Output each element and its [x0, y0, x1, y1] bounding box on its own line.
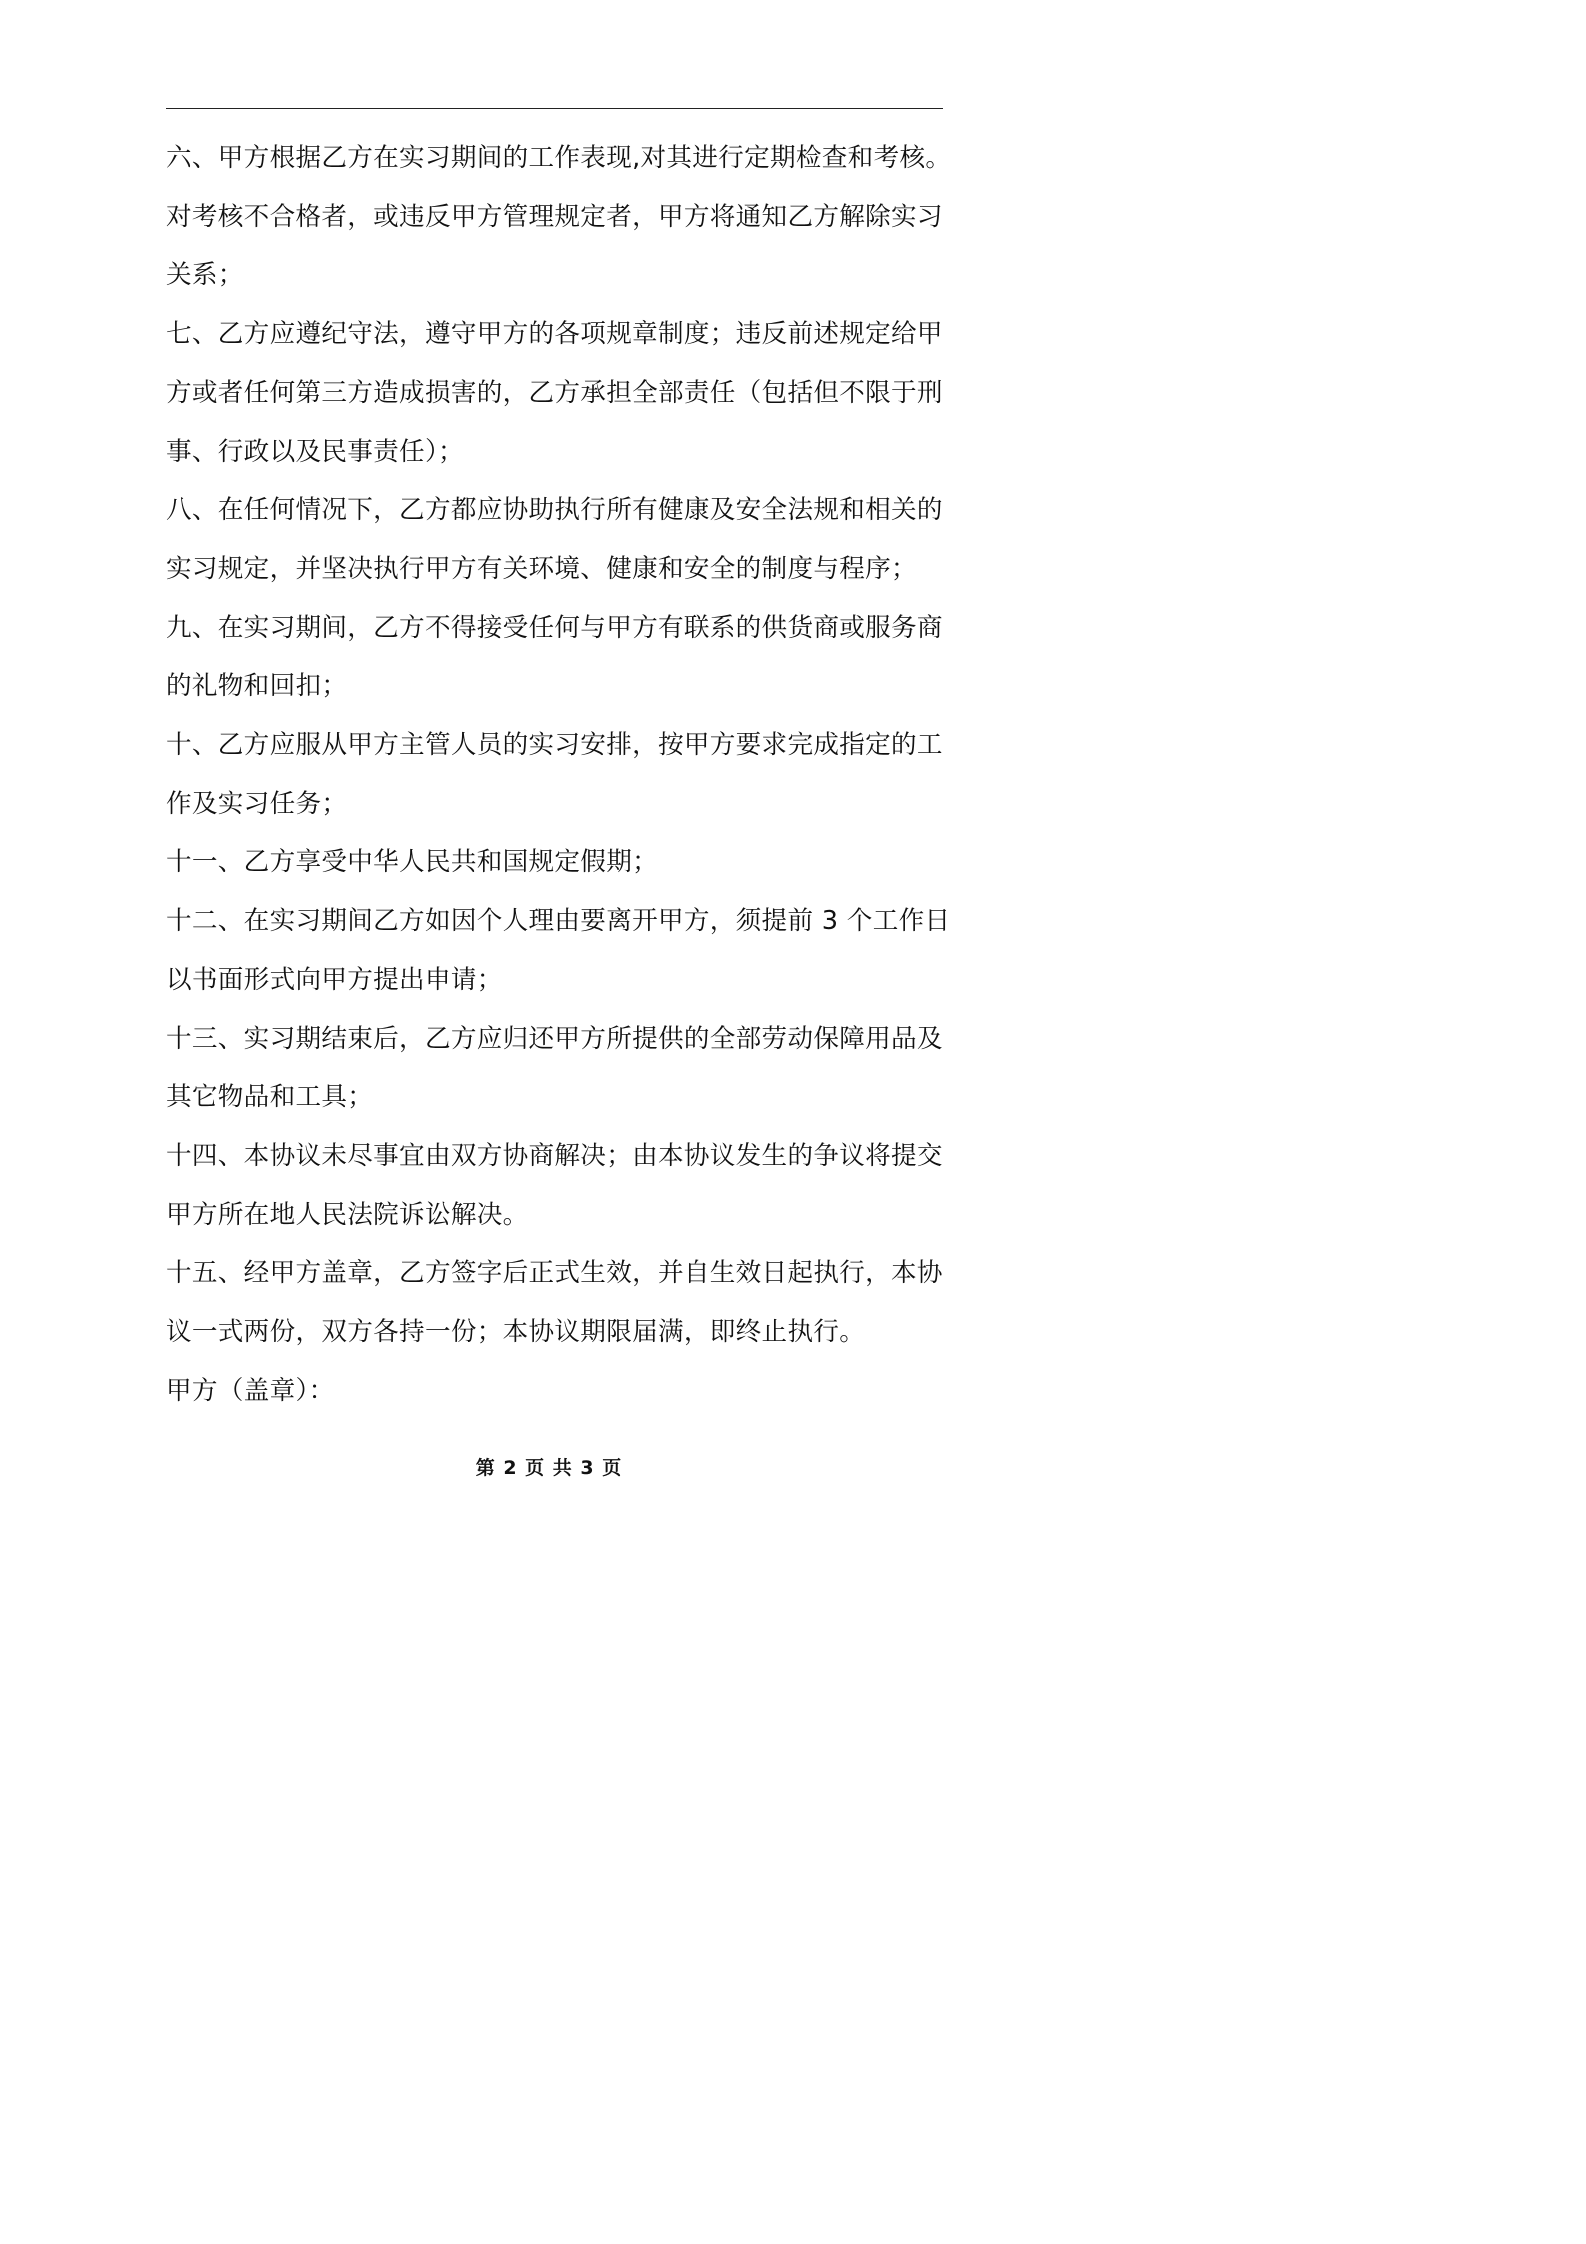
clause-14: 十四、本协议未尽事宜由双方协商解决；由本协议发生的争议将提交甲方所在地人民法院诉讼解决。	[166, 1140, 943, 1230]
clause-13: 十三、实习期结束后，乙方应归还甲方所提供的全部劳动保障用品及其它物品和工具；	[166, 1023, 943, 1113]
clause-10: 十、乙方应服从甲方主管人员的实习安排，按甲方要求完成指定的工作及实习任务；	[166, 730, 943, 819]
party-a-seal-line: 甲方（盖章）：	[166, 1375, 335, 1406]
clause-8: 八、在任何情况下，乙方都应协助执行所有健康及安全法规和相关的实习规定，并坚决执行甲方有关环境、健康和安全的制度与程序；	[166, 495, 943, 584]
page-footer: 第 2 页 共 3 页	[475, 1457, 623, 1479]
clause-9: 九、在实习期间，乙方不得接受任何与甲方有联系的供货商或服务商的礼物和回扣；	[166, 612, 943, 702]
clause-12: 十二、在实习期间乙方如因个人理由要离开甲方，须提前 3 个工作日以书面形式向甲方提出申请；	[166, 906, 951, 995]
clause-7: 七、乙方应遵纪守法，遵守甲方的各项规章制度；违反前述规定给甲方或者任何第三方造成损害的，乙方承担全部责任（包括但不限于刑事、行政以及民事责任）；	[166, 319, 943, 467]
clause-6: 六、甲方根据乙方在实习期间的工作表现,对其进行定期检查和考核。对考核不合格者，或违反甲方管理规定者，甲方将通知乙方解除实习关系；	[166, 143, 952, 291]
header-rule	[166, 108, 943, 109]
document-body	[166, 129, 956, 1420]
clause-15: 十五、经甲方盖章，乙方签字后正式生效，并自生效日起执行，本协议一式两份，双方各持一份；本协议期限届满，即终止执行。	[166, 1258, 943, 1348]
clause-11: 十一、乙方享受中华人民共和国规定假期；	[166, 847, 658, 878]
